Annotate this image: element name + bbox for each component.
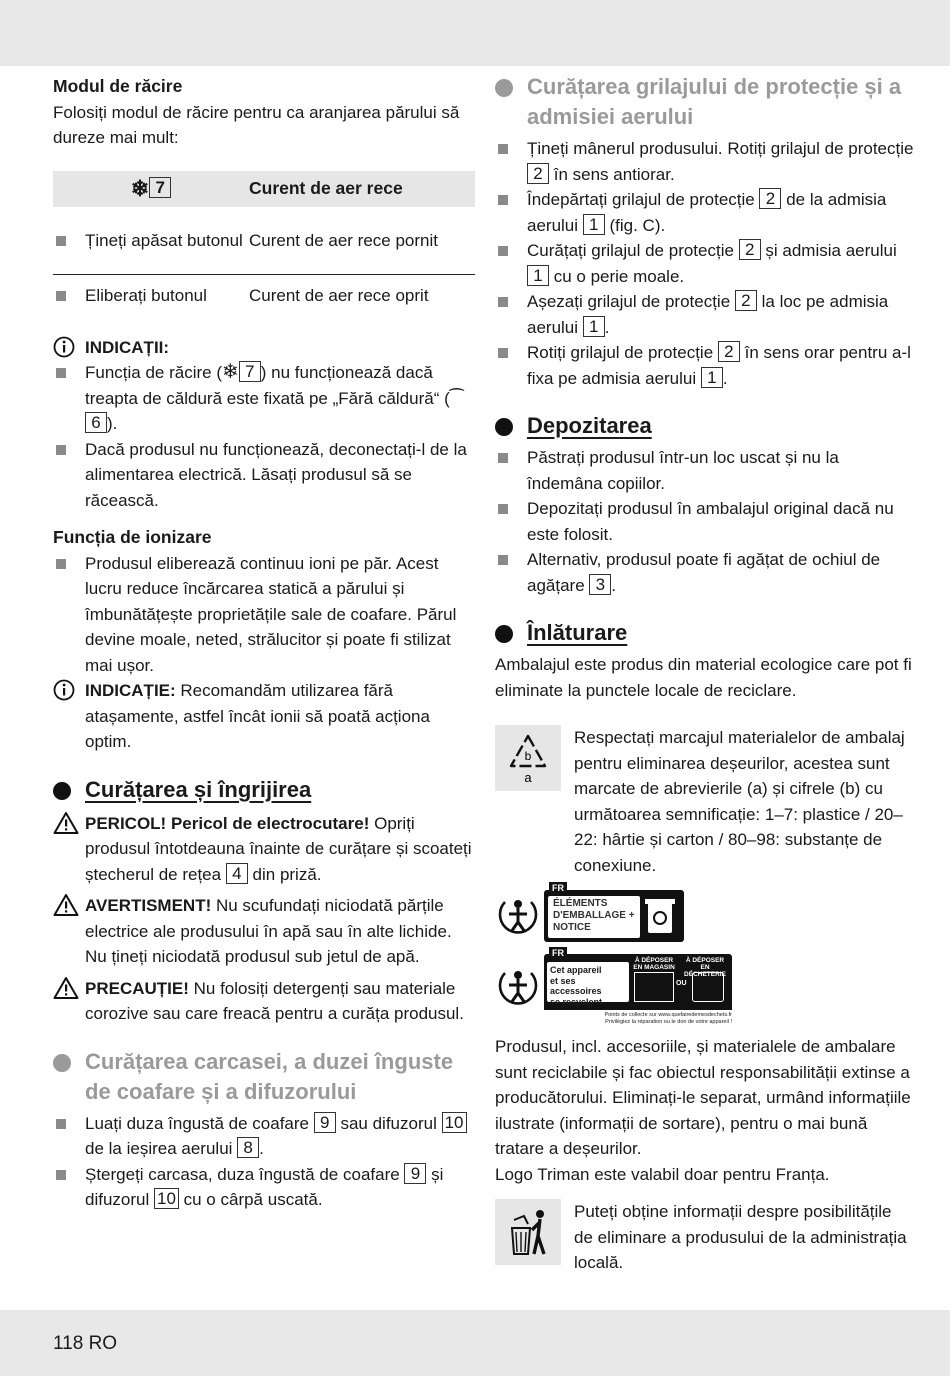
table-header-symbol xyxy=(53,171,249,207)
row-action: Țineți apăsat butonul xyxy=(53,228,249,254)
triman-box-packaging: FR ÉLÉMENTS D'EMBALLAGE + NOTICE xyxy=(544,890,684,942)
table-header-label: Curent de aer rece xyxy=(249,171,475,207)
table-row xyxy=(53,207,475,275)
recycle-bin-icon xyxy=(642,897,678,935)
triman-icon xyxy=(495,965,541,1009)
housing-title: Curățarea carcasei, a duzei înguste de coafare și a difuzorului xyxy=(85,1048,454,1104)
store-icon xyxy=(634,972,674,1002)
notes-title: INDICAȚII: xyxy=(85,337,170,357)
recycling-info xyxy=(495,725,915,878)
storage-bullet: Păstrați produsul într-un loc uscat și nu la îndemâna copiilor. xyxy=(495,445,915,496)
note-item: Funcția de răcire (❄ 7 ) nu funcționează dacă treapta de căldură este fixată pe „Fără căldură“ (⁀6 ). xyxy=(53,360,475,437)
section-heading xyxy=(53,1047,475,1107)
grille-bullet: Îndepărtați grilajul de protecție 2 de la admisia aerului 1 (fig. C). xyxy=(495,187,915,238)
bullet-dot xyxy=(495,79,513,97)
bullet-dot xyxy=(53,1054,71,1072)
grille-bullet: Așezați grilajul de protecție 2 la loc pe admisia aerului 1 . xyxy=(495,289,915,340)
row-result: Curent de aer rece oprit xyxy=(249,286,429,305)
cooling-title: Modul de răcire xyxy=(53,76,183,96)
epr-paragraph: Produsul, incl. accesoriile, și materialele de ambalare sunt reciclabile și fac obiectul responsabilității extinse a producătorului. Eliminați-le separat, urmând informațiile ilustrate (informații de sortare), pentru o mai bună tratare a deșeurilor. xyxy=(495,1037,911,1158)
row-result: Curent de aer rece pornit xyxy=(249,230,438,250)
grille-title: Curățarea grilajului de protecție și a admisiei aerului xyxy=(527,74,902,129)
caution-warning: PRECAUȚIE! Nu folosiți detergenți sau materiale corozive sau care freacă pentru a curăța produsul. xyxy=(53,976,475,1027)
section-heading xyxy=(53,775,475,805)
recycling-text: Respectați marcajul materialelor de ambalaj pentru eliminarea deșeurilor, acestea sunt marcate de abrevierile (a) și cifrele (b) cu următoarea semnificație: 1–7: plastice / 20–22: hârtie și carton / 80–98: substanțe de conexiune. xyxy=(574,728,905,875)
housing-bullet: Ștergeți carcasa, duza îngustă de coafare 9 și difuzorul 10 cu o cârpă uscată. xyxy=(53,1162,475,1213)
danger-warning: PERICOL! Pericol de electrocutare! Opriți produsul întotdeauna înainte de curățare și scoateți ștecherul de rețea 4 din priză. xyxy=(53,811,475,888)
left-column xyxy=(53,74,475,1213)
page-number: 118 RO xyxy=(53,1333,118,1354)
svg-text:b: b xyxy=(524,749,532,763)
avertisment-warning: AVERTISMENT! Nu scufundați niciodată părțile electrice ale produsului în apă sau în alte lichide. Nu țineți niciodată produsul sub jetul de apă. xyxy=(53,893,475,970)
cooling-intro: Folosiți modul de răcire pentru ca aranjarea părului să dureze mai mult: xyxy=(53,102,460,147)
snowflake-icon: ❄ xyxy=(222,361,239,383)
svg-text:a: a xyxy=(524,770,532,784)
housing-bullet: Luați duza îngustă de coafare 9 sau difuzorul 10 de la ieșirea aerului 8 . xyxy=(53,1111,475,1162)
cooling-table xyxy=(53,171,475,317)
storage-bullet: Depozitați produsul în ambalajul original dacă nu este folosit. xyxy=(495,496,915,547)
section-heading xyxy=(495,72,915,132)
triman-label-packaging xyxy=(495,883,915,942)
storage-title: Depozitarea xyxy=(527,413,652,438)
bullet-dot xyxy=(495,418,513,436)
grille-bullet: Țineți mânerul produsului. Rotiți grilajul de protecție 2 în sens antiorar. xyxy=(495,136,915,187)
local-disposal-info xyxy=(495,1199,915,1276)
bullet-dot xyxy=(53,782,71,800)
triman-label-appliance xyxy=(495,948,915,1025)
triman-icon xyxy=(495,894,541,938)
section-heading xyxy=(495,618,915,648)
ion-bullet: Produsul eliberează continuu ioni pe păr. Acest lucru reduce încărcarea statică a părului și îmbunătățește proprietățile sale de coafare. Părul devine moale, neted, strălucitor și poate fi stilizat mai ușor. xyxy=(53,551,475,679)
grille-bullet: Curățați grilajul de protecție 2 și admisia aerului 1 cu o perie moale. xyxy=(495,238,915,289)
disposal-title: Înlăturare xyxy=(527,620,628,645)
right-column xyxy=(495,72,915,1276)
cleaning-title: Curățarea și îngrijirea xyxy=(85,776,312,802)
table-row xyxy=(53,275,475,317)
header-bar xyxy=(0,0,950,66)
note-item: Dacă produsul nu funcționează, deconectați-l de la alimentarea electrică. Lăsați produsul să se răcească. xyxy=(53,437,475,514)
warning-triangle-icon xyxy=(53,811,79,843)
section-heading xyxy=(495,411,915,441)
waste-bin-person-icon xyxy=(495,1199,561,1265)
warning-triangle-icon xyxy=(53,976,79,1008)
disposal-intro: Ambalajul este produs din material ecologice care pot fi eliminate la punctele locale de reciclare. xyxy=(495,655,912,700)
triman-note: Logo Triman este valabil doar pentru Franța. xyxy=(495,1164,830,1184)
storage-bullet: Alternativ, produsul poate fi agățat de ochiul de agățare 3 . xyxy=(495,547,915,598)
row-action: Eliberați butonul xyxy=(53,283,249,309)
warning-triangle-icon xyxy=(53,893,79,925)
info-icon xyxy=(53,679,75,709)
notes-block xyxy=(53,335,475,361)
dump-icon xyxy=(692,972,724,1002)
triman-box-appliance: FR Cet appareil et ses accessoires se recyclent À DÉPOSER EN MAGASIN À DÉPOSER EN DÉCHETERIE OU Points de collecte sur www.quefairedemesdechets.fr Privilégiez la réparation ou le don de votre appareil ! xyxy=(544,954,732,1020)
local-disposal-text: Puteți obține informații despre posibilitățile de eliminare a produsului de la administrația locală. xyxy=(574,1202,907,1272)
footer-bar xyxy=(0,1310,950,1376)
part-number: 7 xyxy=(149,177,171,198)
ion-title: Funcția de ionizare xyxy=(53,527,212,547)
recycling-symbol-icon xyxy=(495,725,561,791)
bullet-dot xyxy=(495,625,513,643)
ion-note: INDICAȚIE: Recomandăm utilizarea fără atașamente, astfel încât ionii să poată acționa optim. xyxy=(53,678,475,755)
snowflake-icon: ❄ xyxy=(130,175,150,201)
no-heat-icon: ⁀ xyxy=(449,388,464,408)
grille-bullet: Rotiți grilajul de protecție 2 în sens orar pentru a-l fixa pe admisia aerului 1 . xyxy=(495,340,915,391)
